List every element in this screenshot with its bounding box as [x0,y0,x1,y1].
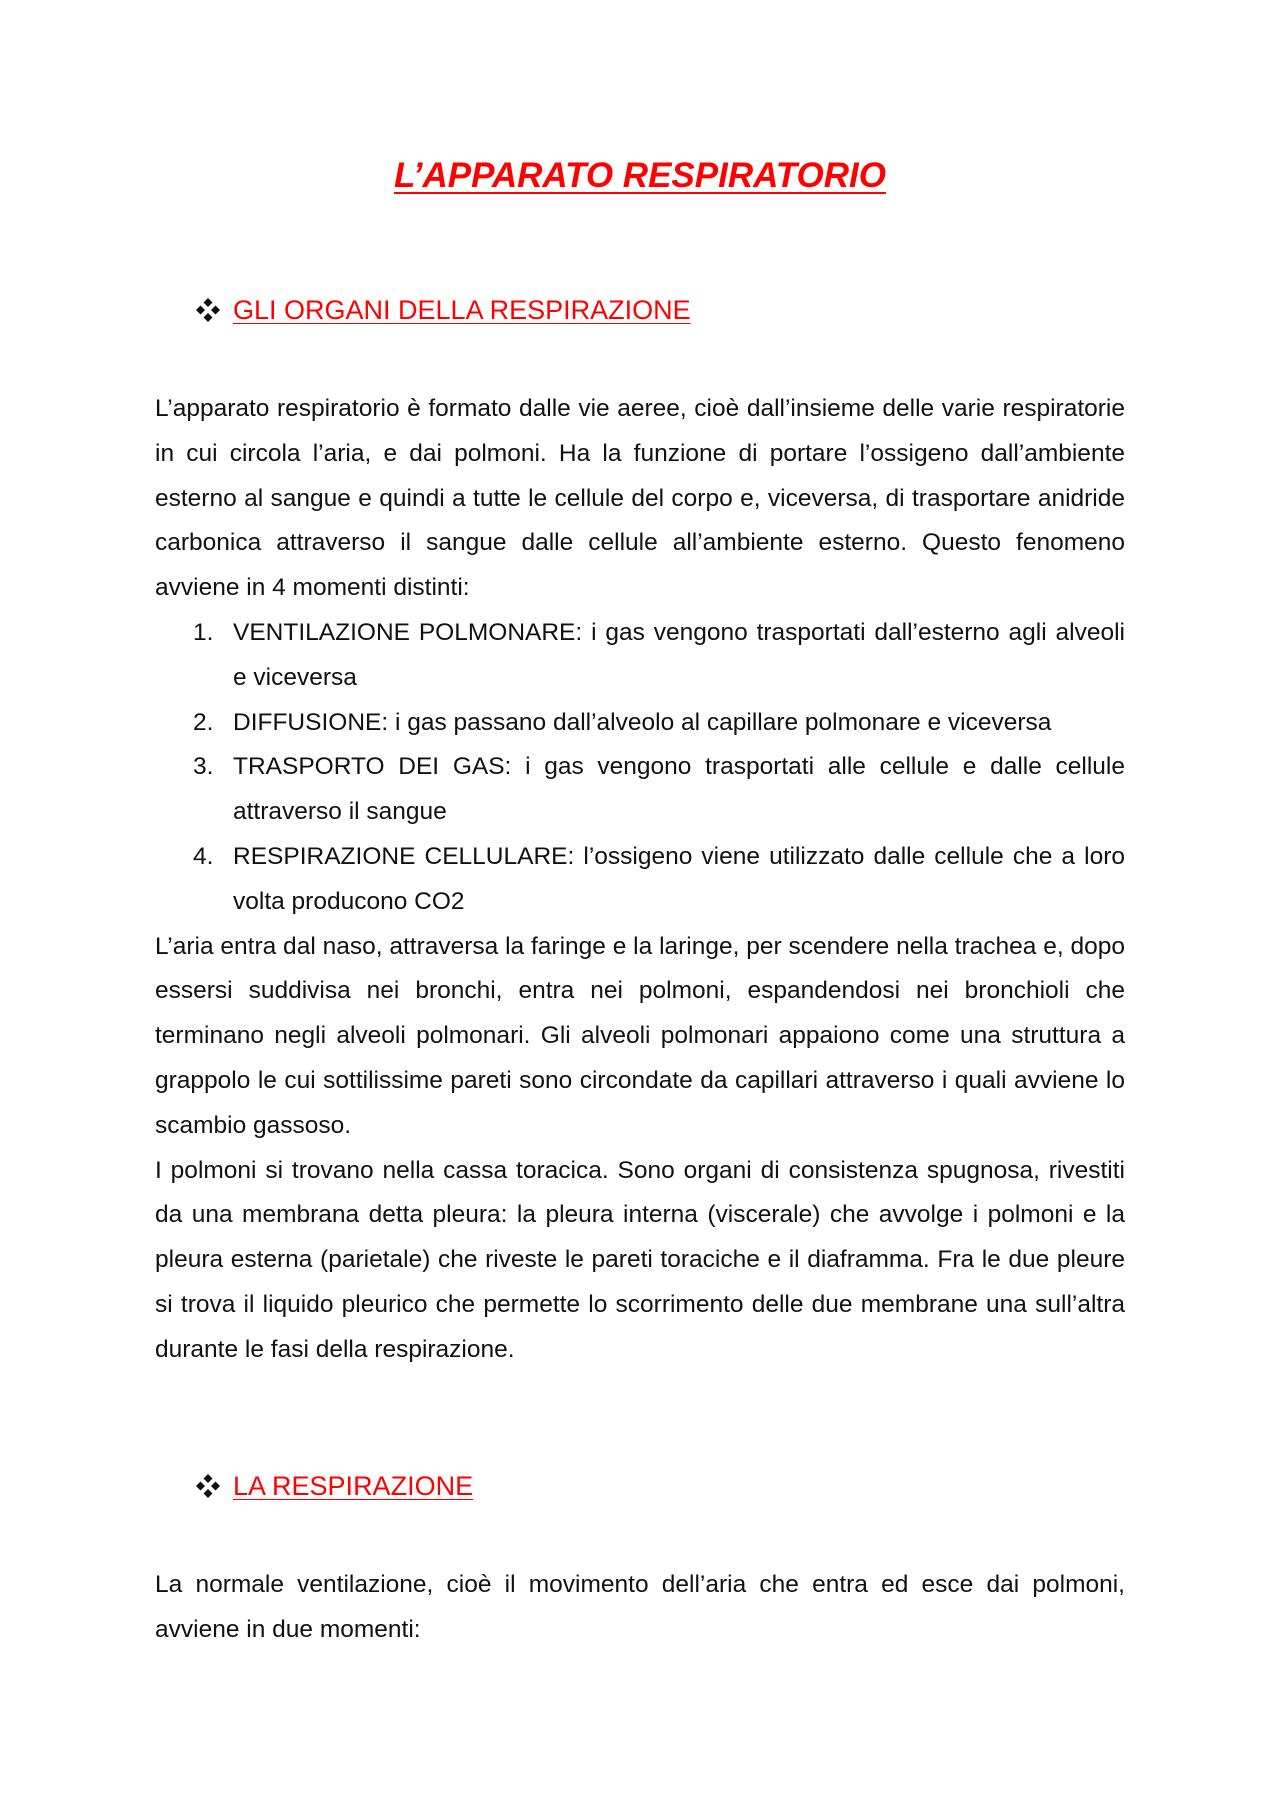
list-item-number: 4. [193,842,214,870]
section-body-organi [155,387,1125,1373]
section-heading-text: GLI ORGANI DELLA RESPIRAZIONE [233,294,691,325]
list-item [155,745,1125,835]
four-diamond-bullet-icon [196,298,220,322]
list-item [155,701,1125,746]
list-item [155,835,1125,925]
airway-paragraph: L’aria entra dal naso, attraversa la faringe e la laringe, per scendere nella trachea e, dopo essersi suddivisa nei bronchi, entra nei polmoni, espandendosi nei bronchioli che terminano negli alveoli polmonari. Gli alveoli polmonari appaiono come una struttura a grappolo le cui sottilissime pareti sono circondate da capillari attraverso i quali avviene lo scambio gassoso. [155,932,1125,1139]
list-item [155,611,1125,701]
intro-paragraph: L’apparato respiratorio è formato dalle vie aeree, cioè dall’insieme delle varie respiratorie in cui circola l’aria, e dai polmoni. Ha la funzione di portare l’ossigeno dall’ambiente esterno al sangue e quindi a tutte le cellule del corpo e, viceversa, di trasportare anidride carbonica attraverso il sangue dalle cellule all’ambiente esterno. Questo fenomeno avviene in 4 momenti distinti: [155,395,1125,602]
ventilation-paragraph: La normale ventilazione, cioè il movimento dell’aria che entra ed esce dai polmoni, avviene in due momenti: [155,1571,1125,1643]
respiration-steps-list [155,611,1125,925]
list-item-text: TRASPORTO DEI GAS: i gas vengono trasportati alle cellule e dalle cellule attraverso il sangue [233,753,1125,826]
list-item-number: 1. [193,618,214,646]
list-item-number: 3. [193,753,214,781]
list-item-text: RESPIRAZIONE CELLULARE: l’ossigeno viene utilizzato dalle cellule che a loro volta producono CO2 [233,842,1125,915]
section-heading-organi [196,290,691,330]
list-item-text: VENTILAZIONE POLMONARE: i gas vengono trasportati dall’esterno agli alveoli e viceversa [233,618,1125,691]
list-item-number: 2. [193,708,214,736]
section-body-respirazione [155,1563,1125,1653]
lungs-paragraph: I polmoni si trovano nella cassa toracica. Sono organi di consistenza spugnosa, rivestiti da una membrana detta pleura: la pleura interna (viscerale) che avvolge i polmoni e la pleura esterna (parietale) che riveste le pareti toraciche e il diaframma. Fra le due pleure si trova il liquido pleurico che permette lo scorrimento delle due membrane una sull’altra durante le fasi della respirazione. [155,1156,1125,1363]
section-heading-respirazione [196,1466,473,1506]
document-title: L’APPARATO RESPIRATORIO [394,156,886,195]
section-heading-text: LA RESPIRAZIONE [233,1470,474,1501]
four-diamond-bullet-icon [196,1474,220,1498]
list-item-text: DIFFUSIONE: i gas passano dall’alveolo al capillare polmonare e viceversa [233,708,1052,736]
